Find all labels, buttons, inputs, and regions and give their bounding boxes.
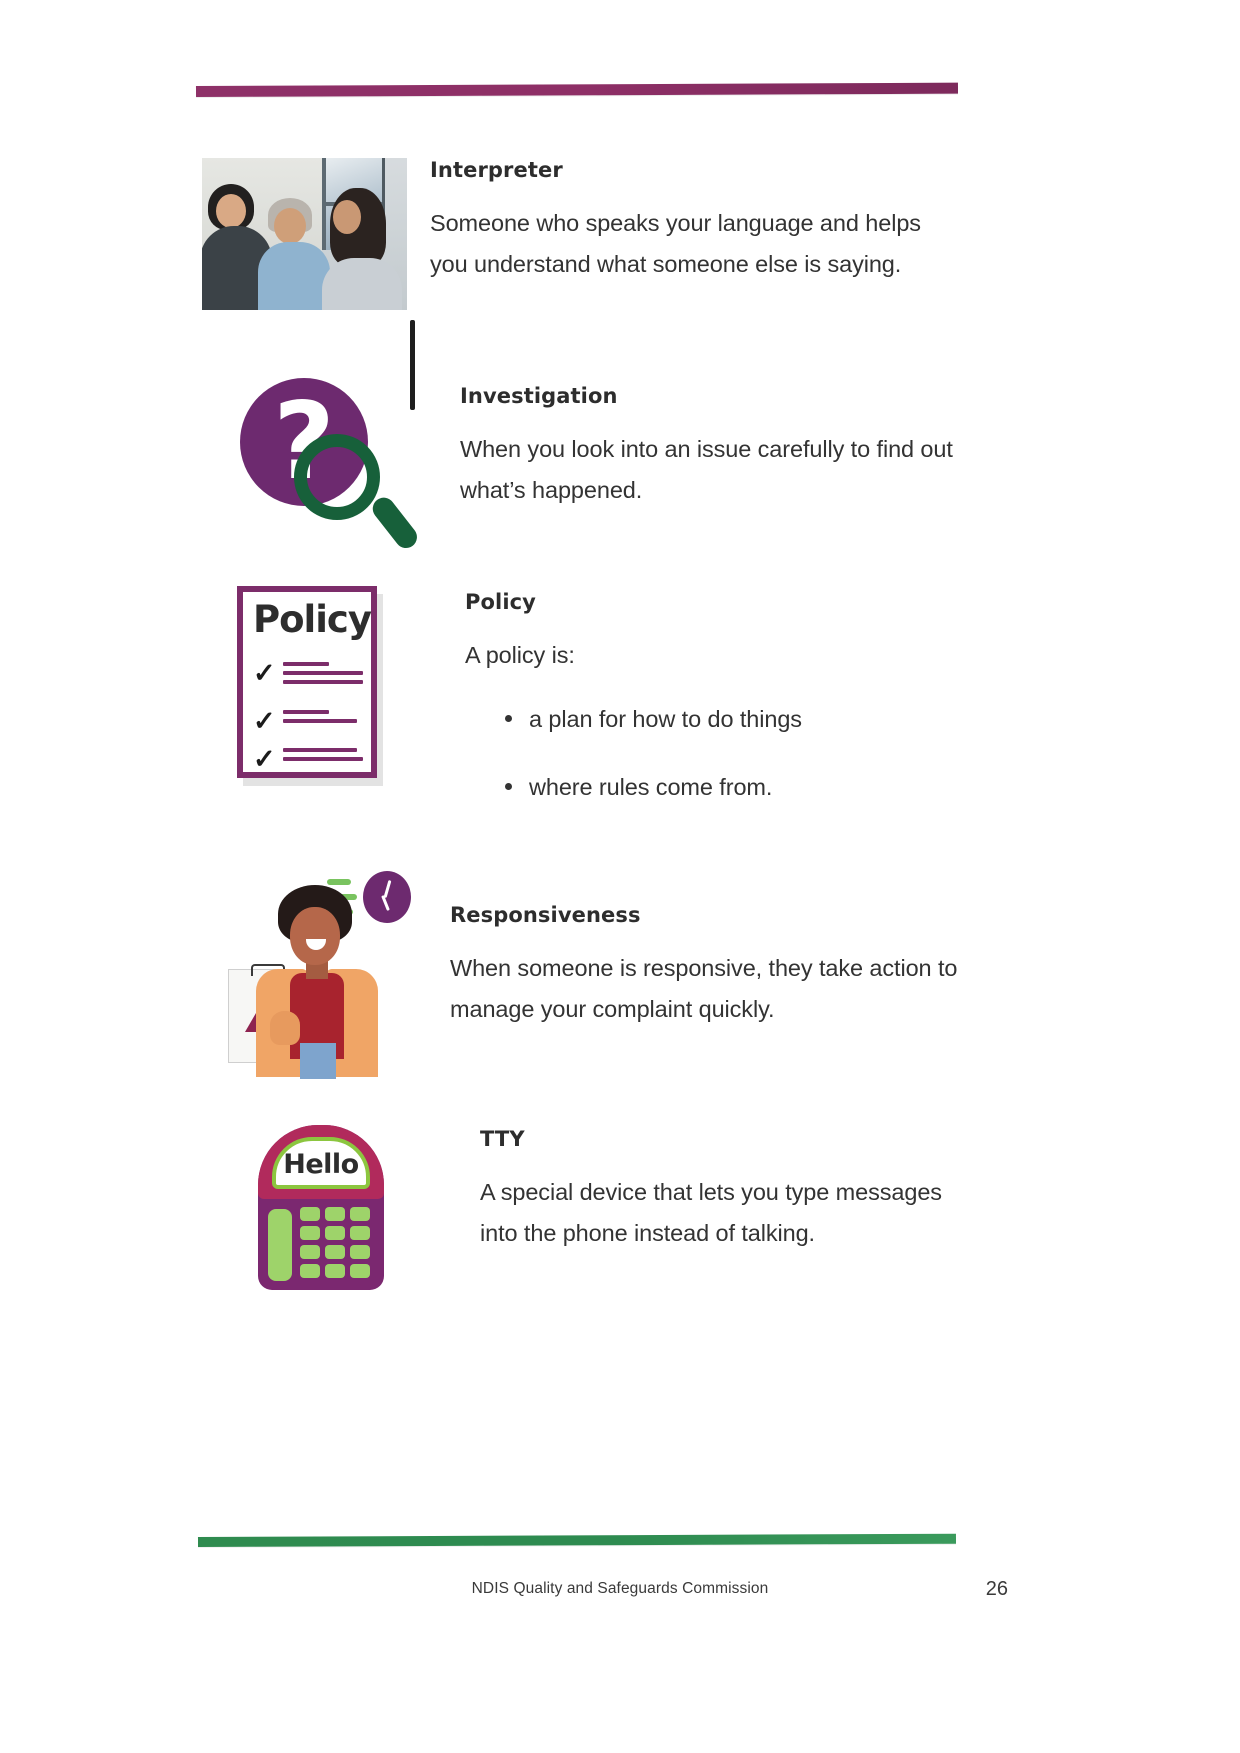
list-item: a plan for how to do things [529, 700, 962, 739]
tty-key [325, 1207, 345, 1221]
photo-person-two-face [274, 208, 306, 244]
magnifying-glass-question-icon [232, 372, 417, 562]
term-definition-investigation: When you look into an issue carefully to find out what’s happened. [460, 436, 953, 503]
tty-key [300, 1264, 320, 1278]
investigation-text [460, 372, 962, 510]
check-icon: ✓ [253, 706, 276, 736]
tty-key [300, 1245, 320, 1259]
policy-line [283, 671, 363, 675]
investigation-icon-wrap [202, 372, 460, 562]
check-icon: ✓ [253, 744, 276, 774]
magnifier-handle [368, 493, 421, 552]
question-mark-glyph: ? [273, 380, 335, 503]
term-definition-responsiveness: When someone is responsive, they take action to manage your complaint quickly. [450, 955, 958, 1022]
term-definition-policy: A policy is: [465, 642, 575, 669]
policy-sheet-title: Policy [253, 598, 371, 641]
tty-key [325, 1264, 345, 1278]
tty-key [300, 1226, 320, 1240]
tty-screen-text: Hello [283, 1149, 359, 1180]
tty-key [350, 1264, 370, 1278]
tty-device-icon [252, 1125, 392, 1290]
responsiveness-text [450, 865, 962, 1029]
tty-key [325, 1245, 345, 1259]
footer-organisation-name: NDIS Quality and Safeguards Commission [471, 1580, 769, 1597]
thumbs-up-hand [270, 1011, 300, 1045]
list-item: where rules come from. [529, 768, 962, 807]
tty-key [350, 1207, 370, 1221]
term-title-investigation: Investigation [460, 384, 618, 408]
check-icon: ✓ [253, 658, 276, 688]
person-jeans [300, 1043, 336, 1079]
policy-line [283, 748, 357, 752]
glossary-entry-policy [202, 586, 962, 807]
tty-key [300, 1207, 320, 1221]
glossary-entry-responsiveness [202, 865, 962, 1080]
term-title-policy: Policy [465, 590, 536, 614]
policy-checklist-row [253, 706, 365, 738]
term-title-tty: TTY [480, 1127, 525, 1151]
term-title-interpreter: Interpreter [430, 158, 563, 182]
footer-rule [198, 1534, 956, 1547]
interpreter-photo-image [202, 158, 407, 310]
photo-person-two-body [258, 242, 330, 310]
photo-person-three-face [333, 200, 361, 234]
policy-text-lines [283, 662, 363, 689]
policy-text-lines [283, 710, 363, 728]
interpreter-photo [202, 158, 430, 310]
glossary-entry-interpreter [202, 158, 962, 310]
page-number: 26 [985, 1578, 1008, 1600]
header-rule [196, 83, 958, 97]
tty-keypad [300, 1207, 376, 1278]
interpreter-text [430, 158, 962, 284]
person-face [290, 907, 340, 965]
policy-checklist-row [253, 744, 365, 776]
responsive-person-clock-illustration [222, 865, 417, 1080]
policy-line [283, 662, 329, 666]
photo-person-one-face [216, 194, 246, 228]
term-definition-tty: A special device that lets you type messages into the phone instead of talking. [480, 1179, 942, 1246]
policy-checklist-row [253, 658, 365, 690]
glossary-entry-tty [202, 1125, 962, 1290]
policy-line [283, 710, 329, 714]
magnifier-lens [294, 434, 380, 520]
policy-document-icon [237, 586, 387, 786]
policy-bullet-list [465, 700, 962, 808]
term-definition-interpreter: Someone who speaks your language and helps you understand what someone else is saying. [430, 210, 921, 277]
policy-icon-wrap [202, 586, 465, 786]
tty-key [350, 1245, 370, 1259]
tty-key [350, 1226, 370, 1240]
tty-side-bar [268, 1209, 292, 1281]
term-title-responsiveness: Responsiveness [450, 903, 641, 927]
policy-line [283, 757, 363, 761]
tty-text [480, 1125, 962, 1253]
policy-line [283, 719, 357, 723]
responsiveness-illustration-wrap [202, 865, 450, 1080]
policy-text [465, 586, 962, 807]
photo-person-three-body [322, 258, 402, 310]
tty-key [325, 1226, 345, 1240]
policy-text-lines [283, 748, 363, 766]
policy-line [283, 680, 363, 684]
clock-icon [363, 871, 411, 923]
glossary-entry-investigation [202, 372, 962, 562]
tty-icon-wrap [202, 1125, 480, 1290]
